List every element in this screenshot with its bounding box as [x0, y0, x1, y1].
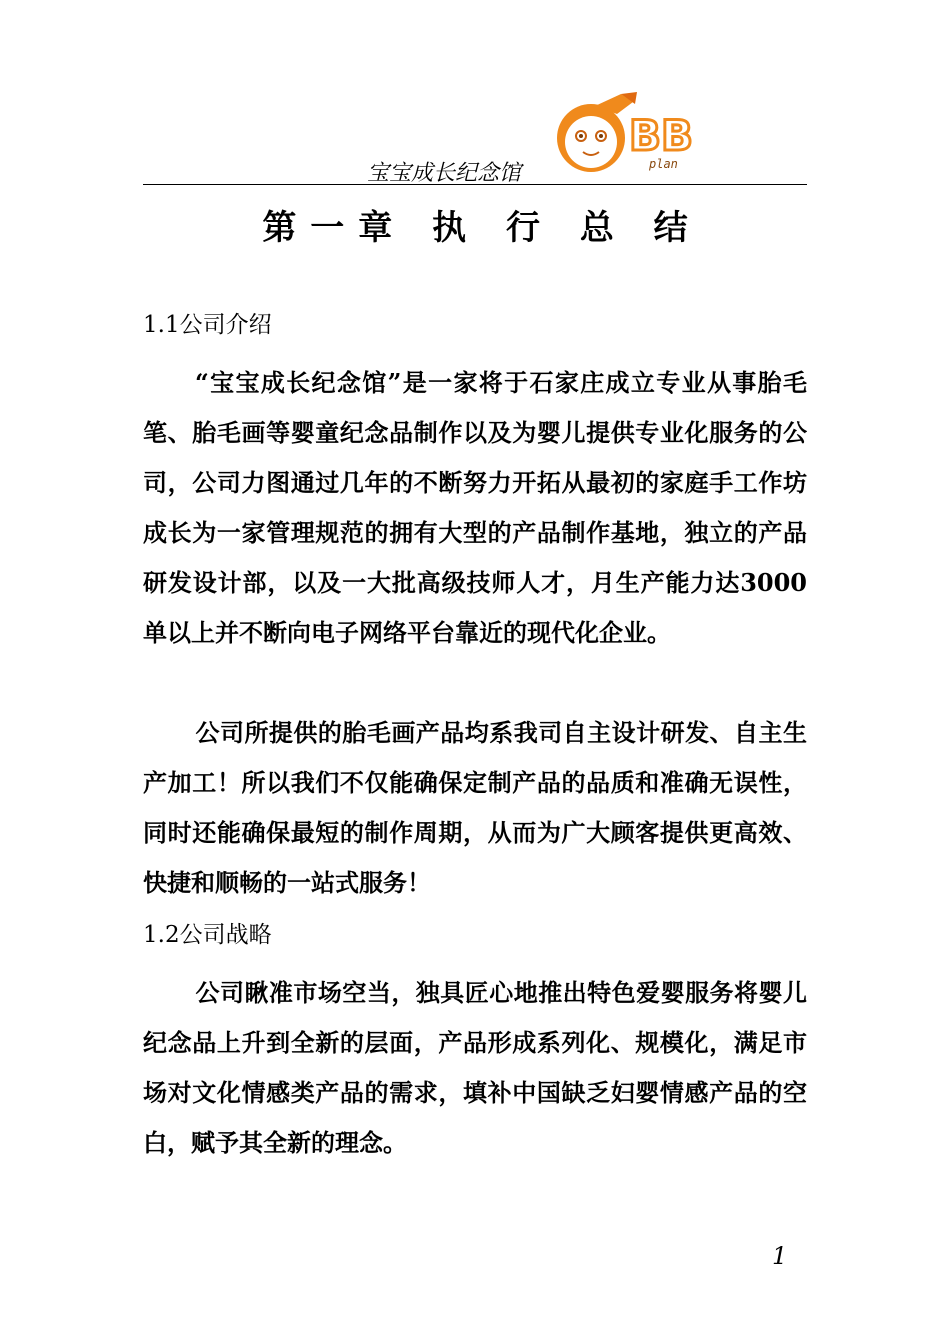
header-divider — [143, 184, 807, 185]
bb-plan-logo — [551, 92, 703, 182]
section-title: 1.2公司战略 — [143, 922, 272, 948]
section-title: 1.1公司介绍 — [143, 312, 272, 338]
page-number: 1 — [772, 1242, 788, 1270]
paragraph: “宝宝成长纪念馆”是一家将于石家庄成立专业从事胎毛笔、胎毛画等婴童纪念品制作以及为婴儿提供专业化服务的公司，公司力图通过几年的不断努力开拓从最初的家庭手工作坊成长为一家管理规范的拥有大型的产品制作基地，独立的产品研发设计部，以及一大批高级技师人才，月生产能力达3000单以上并不断向电子网络平台靠近的现代化企业。 — [143, 368, 807, 647]
page-header — [143, 92, 807, 186]
paragraph: 公司所提供的胎毛画产品均系我司自主设计研发、自主生产加工！所以我们不仅能确保定制产品的品质和准确无误性，同时还能确保最短的制作周期，从而为广大顾客提供更高效、快捷和顺畅的一站式服务！ — [143, 718, 807, 897]
header-title: 宝宝成长纪念馆 — [367, 161, 522, 186]
svg-text:BB: BB — [629, 111, 694, 160]
svg-text:plan: plan — [649, 157, 678, 171]
paragraph: 公司瞅准市场空当，独具匠心地推出特色爱婴服务将婴儿纪念品上升到全新的层面，产品形成系列化、规模化，满足市场对文化情感类产品的需求，填补中国缺乏妇婴情感产品的空白，赋予其全新的理念。 — [143, 978, 807, 1157]
chapter-title: 第一章 执 行 总 结 — [262, 208, 702, 248]
